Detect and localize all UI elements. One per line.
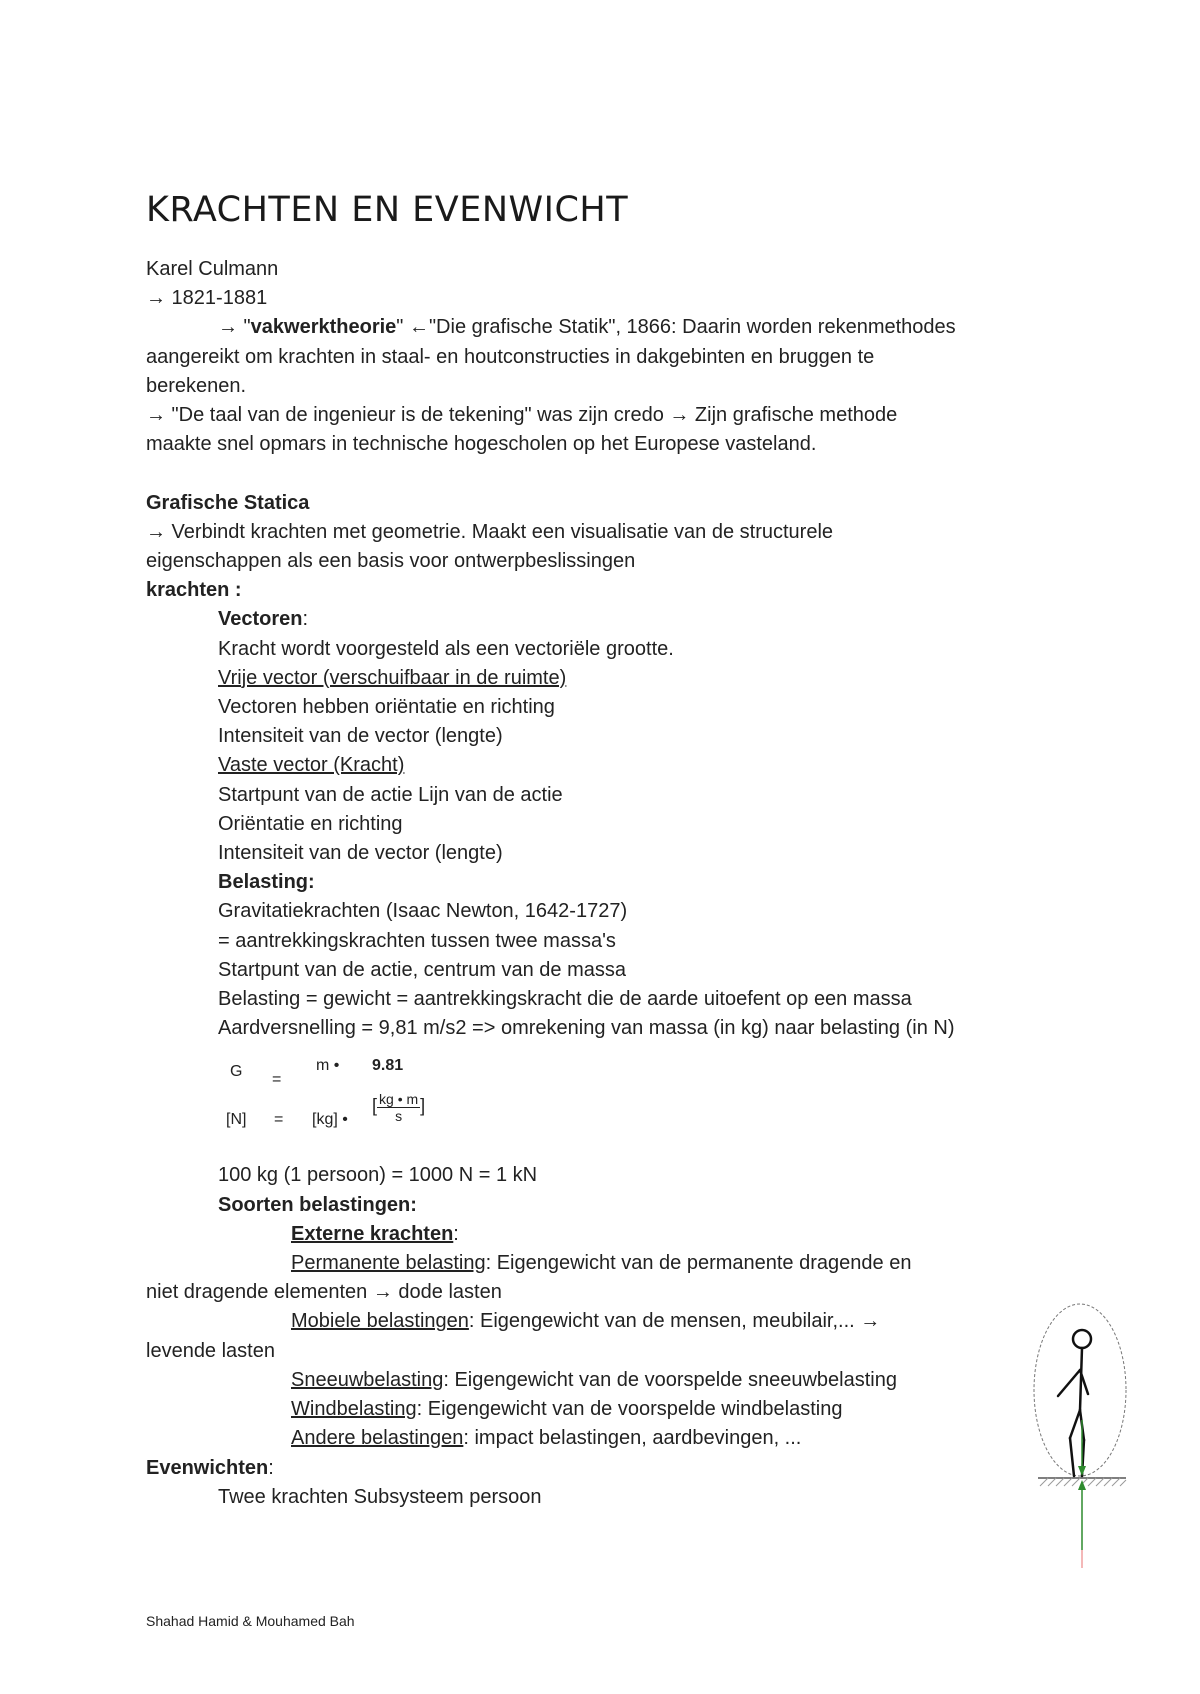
formula-block <box>226 1043 1076 1161</box>
other-text: : impact belastingen, aardbevingen, ... <box>463 1427 802 1450</box>
forces-heading-text: krachten : <box>146 579 242 602</box>
snow-label: Sneeuwbelasting <box>291 1368 444 1391</box>
mobile-text: : Eigengewicht van de mensen, meubilair,... → <box>468 1310 881 1333</box>
permanent-cont: niet dragende elementen → dode lasten <box>146 1281 502 1304</box>
external-heading-text: Externe krachten <box>291 1222 454 1245</box>
mobile-cont: levende lasten <box>146 1339 275 1362</box>
formula-eq-1: = <box>272 1071 282 1089</box>
section-desc-1: → Verbindt krachten met geometrie. Maakt een visualisatie van de structurele <box>146 520 834 543</box>
document-body <box>146 255 1076 1512</box>
vector-line: Intensiteit van de vector (lengte) <box>218 842 503 865</box>
section-desc-2: eigenschappen als een basis voor ontwerpbeslissingen <box>146 550 636 573</box>
page-title: KRACHTEN EN EVENWICHT <box>146 190 629 230</box>
permanent-line <box>146 1249 1076 1278</box>
author-name: Karel Culmann <box>146 258 279 280</box>
author-years: → 1821-1881 <box>146 287 268 310</box>
loading-heading-text: Belasting: <box>218 871 315 894</box>
vector-line: Intensiteit van de vector (lengte) <box>218 725 503 748</box>
fraction <box>377 1091 420 1124</box>
equilibrium-line: Twee krachten Subsysteem persoon <box>218 1485 542 1508</box>
equilibrium-figure <box>1030 1300 1140 1575</box>
other-label: Andere belastingen <box>291 1427 464 1450</box>
loading-heading <box>146 868 1076 897</box>
load-types-heading <box>146 1191 1076 1220</box>
loading-line: = aantrekkingskrachten tussen twee massa's <box>218 929 616 952</box>
mobile-line <box>146 1307 1076 1336</box>
vector-line-fixed: Vaste vector (Kracht) <box>218 754 405 777</box>
loading-line: Aardversnelling = 9,81 m/s2 => omrekening van massa (in kg) naar belasting (in N) <box>218 1017 955 1040</box>
other-line <box>146 1424 1076 1453</box>
formula-value: 9.81 <box>372 1057 404 1075</box>
snow-line <box>146 1366 1076 1395</box>
vector-line: Oriëntatie en richting <box>218 812 403 835</box>
credo-line-2: maakte snel opmars in technische hogescholen op het Europese vasteland. <box>146 433 817 456</box>
vector-line: Vectoren hebben oriëntatie en richting <box>218 696 555 719</box>
theory-rest: " ←"Die grafische Statik", 1866: Daarin worden rekenmethodes <box>396 316 956 339</box>
section-heading-text: Grafische Statica <box>146 491 310 514</box>
external-colon: : <box>453 1222 459 1245</box>
snow-text: : Eigengewicht van de voorspelde sneeuwbelasting <box>443 1368 897 1391</box>
forces-heading <box>146 576 1076 605</box>
vectors-heading-text: Vectoren <box>218 608 303 631</box>
bracket-close: ] <box>420 1096 426 1117</box>
theory-prefix: → " <box>218 316 251 339</box>
section-heading <box>146 489 1076 518</box>
theory-term: vakwerktheorie <box>250 316 397 339</box>
credo-line-1: → "De taal van de ingenieur is de tekening" was zijn credo → Zijn grafische methode <box>146 404 898 427</box>
loading-line: Gravitatiekrachten (Isaac Newton, 1642-1727) <box>218 900 628 923</box>
wind-label: Windbelasting <box>291 1398 417 1421</box>
formula-kg: [kg] • <box>312 1111 348 1129</box>
fraction-den: s <box>395 1108 403 1125</box>
gravity-arrow-head <box>1078 1466 1086 1476</box>
mobile-label: Mobiele belastingen <box>291 1310 469 1333</box>
vectors-heading <box>146 605 1076 634</box>
equilibrium-heading-text: Evenwichten <box>146 1456 269 1479</box>
wind-line <box>146 1395 1076 1424</box>
load-types-heading-text: Soorten belastingen: <box>218 1193 417 1216</box>
equilibrium-colon: : <box>268 1456 274 1479</box>
formula-unit-fraction <box>372 1091 425 1124</box>
theory-cont-1: aangereikt om krachten in staal- en houtconstructies in dakgebinten en bruggen te <box>146 345 875 368</box>
fraction-num: kg • m <box>379 1091 419 1108</box>
wind-text: : Eigengewicht van de voorspelde windbelasting <box>416 1398 843 1421</box>
formula-m: m • <box>316 1057 340 1075</box>
stick-figure-standing-icon <box>1030 1300 1140 1580</box>
equilibrium-heading <box>146 1454 1076 1483</box>
theory-line <box>146 313 1076 342</box>
spacer <box>146 459 1076 488</box>
vector-line-free: Vrije vector (verschuifbaar in de ruimte) <box>218 666 567 689</box>
bracket-open: [ <box>372 1096 378 1117</box>
stick-figure <box>1058 1330 1091 1476</box>
external-heading <box>146 1220 1076 1249</box>
example-line: 100 kg (1 persoon) = 1000 N = 1 kN <box>218 1164 538 1187</box>
vectors-colon: : <box>302 608 309 631</box>
permanent-text: : Eigengewicht van de permanente dragende en <box>485 1252 912 1275</box>
formula-g: G <box>230 1063 243 1081</box>
formula-n-unit: [N] <box>226 1111 247 1129</box>
vector-line: Kracht wordt voorgesteld als een vectoriële grootte. <box>218 637 674 660</box>
loading-line: Belasting = gewicht = aantrekkingskracht die de aarde uitoefent op een massa <box>218 988 912 1011</box>
vector-line: Startpunt van de actie Lijn van de actie <box>218 783 563 806</box>
permanent-label: Permanente belasting <box>291 1252 486 1275</box>
footer-authors: Shahad Hamid & Mouhamed Bah <box>146 1613 355 1629</box>
loading-line: Startpunt van de actie, centrum van de massa <box>218 958 626 981</box>
theory-cont-2: berekenen. <box>146 374 247 397</box>
formula-eq-2: = <box>274 1111 284 1129</box>
